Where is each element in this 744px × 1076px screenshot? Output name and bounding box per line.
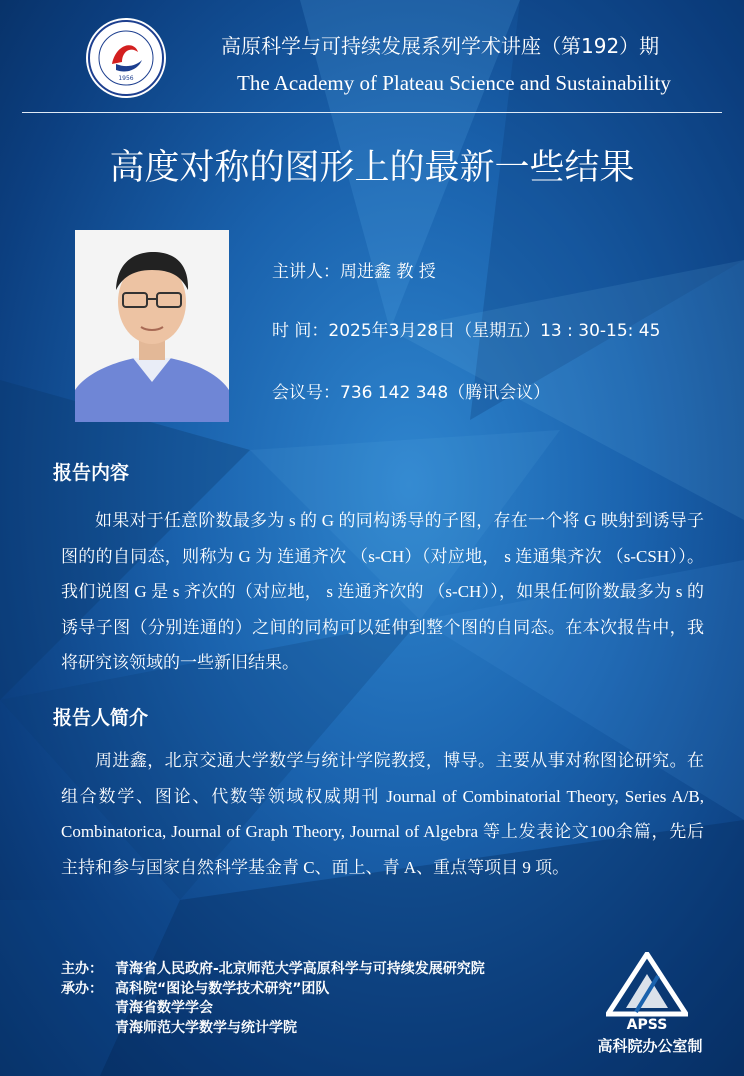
meeting-id: 会议号：736 142 348（腾讯会议）	[272, 383, 551, 403]
report-heading: 报告内容	[53, 462, 130, 484]
organizers	[61, 960, 485, 1038]
co-organizer-1: 高科院“图论与数学技术研究”团队	[115, 980, 330, 997]
header-divider	[22, 112, 722, 113]
speaker-photo	[75, 230, 229, 422]
speaker-name: 主讲人：周进鑫 教 授	[272, 262, 436, 282]
co-organizer-3: 青海师范大学数学与统计学院	[115, 1019, 297, 1036]
lecture-series-title: 高原科学与可持续发展系列学术讲座（第192）期	[221, 34, 660, 58]
host-name: 青海省人民政府-北京师范大学高原科学与可持续发展研究院	[115, 961, 485, 977]
svg-text:1956: 1956	[118, 75, 134, 82]
university-logo	[86, 18, 166, 98]
lecture-title: 高度对称的图形上的最新一些结果	[109, 148, 635, 188]
co-label: 承办：	[61, 980, 103, 997]
host-label: 主办：	[61, 961, 103, 977]
bio-heading: 报告人简介	[53, 707, 149, 729]
lecture-time: 时 间：2025年3月28日（星期五）13 : 30-15: 45	[272, 321, 661, 341]
apss-label: APSS	[626, 1017, 668, 1032]
academy-name: The Academy of Plateau Science and Sustainability	[237, 71, 671, 95]
bio-body: 周进鑫，北京交通大学数学与统计学院教授，博导。主要从事对称图论研究。在组合数学、图论、代数等领域权威期刊 Journal of Combinatorial Theory, Series A/B, Combinatorica, Journal of Graph Theory, Journal of Algebra 等上发表论文100余篇，先后主持和参与国家自然科学基金青 C、面上、青 A、重点等项目 9 项。	[61, 751, 704, 877]
co-organizer-2: 青海省数学学会	[115, 1000, 213, 1016]
report-body: 如果对于任意阶数最多为 s 的 G 的同构诱导的子图，存在一个将 G 映射到诱导子图的的自同态，则称为 G 为 连通齐次 （s-CH）（对应地， s 连通集齐次 （s-CSH））。我们说图 G 是 s 齐次的（对应地， s 连通齐次的 （s-CH）），如果任何阶数最多为 s 的诱导子图（分别连通的）之间的同构可以延伸到整个图的自同态。在本次报告中，我将研究该领域的一些新旧结果。	[61, 511, 704, 672]
made-by: 高科院办公室制	[597, 1037, 703, 1055]
apss-logo	[606, 952, 688, 1032]
